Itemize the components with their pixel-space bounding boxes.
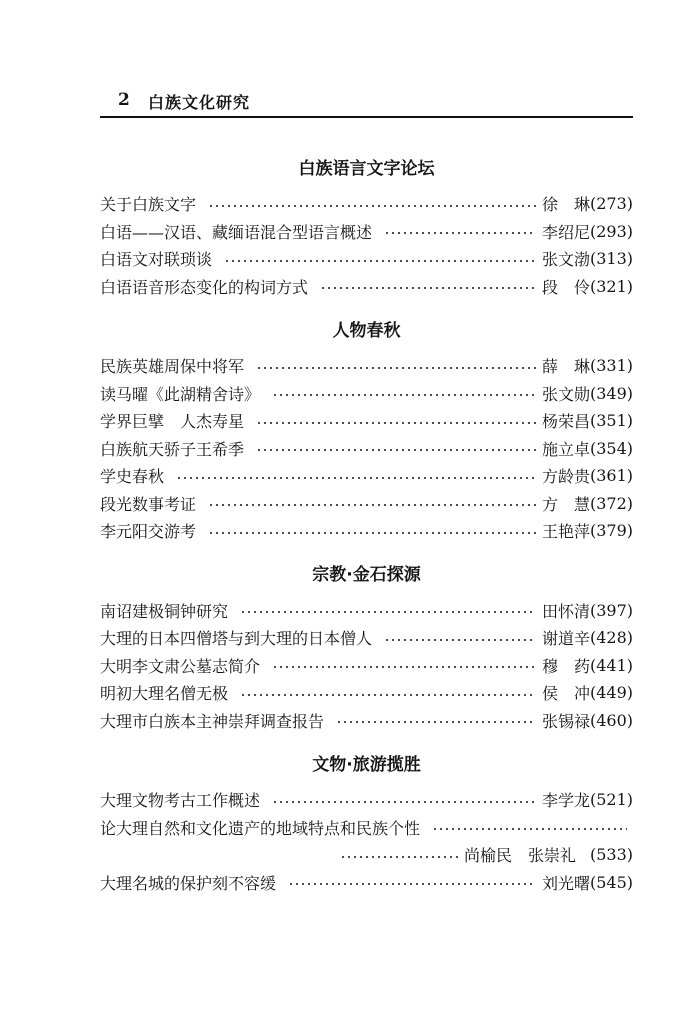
toc-entry — [100, 462, 633, 490]
entry-page: (441) — [589, 655, 633, 675]
toc-entry — [100, 435, 633, 463]
dot-leader — [256, 449, 536, 451]
toc-entry — [100, 814, 633, 842]
toc-entry — [100, 841, 633, 869]
entry-title: 学界巨擘 人杰寿星 — [100, 412, 245, 432]
toc-entry — [100, 517, 633, 545]
toc-entry — [100, 624, 633, 652]
dot-leader — [256, 422, 536, 424]
section-entries — [100, 597, 633, 735]
toc-entry — [100, 869, 633, 897]
entry-author: 张文渤 — [541, 250, 590, 270]
entry-title: 关于白族文字 — [100, 195, 197, 215]
entry-page: (361) — [589, 466, 633, 486]
entry-page: (428) — [589, 628, 633, 648]
dot-leader — [240, 611, 536, 613]
entry-author: 刘光曙 — [541, 873, 590, 893]
toc-entry — [100, 652, 633, 680]
entry-title: 民族英雄周保中将军 — [100, 357, 245, 377]
entry-title: 白语文对联琐谈 — [100, 250, 213, 270]
toc-entry — [100, 786, 633, 814]
toc-entry — [100, 218, 633, 246]
entry-title: 明初大理名僧无极 — [100, 684, 229, 704]
entry-title: 白语——汉语、藏缅语混合型语言概述 — [100, 222, 373, 242]
entry-author: 李绍尼 — [541, 222, 590, 242]
dot-leader — [224, 260, 536, 262]
entry-author: 徐 琳 — [541, 195, 590, 215]
entry-page: (460) — [589, 710, 633, 730]
entry-page: (351) — [589, 411, 633, 431]
entry-author: 谢道辛 — [541, 629, 590, 649]
table-of-contents — [100, 140, 633, 896]
entry-author: 杨荣昌 — [541, 412, 590, 432]
entry-author: 段 伶 — [541, 277, 590, 297]
entry-author: 王艳萍 — [541, 522, 590, 542]
section-entries — [100, 352, 633, 545]
entry-page: (533) — [589, 845, 633, 865]
entry-page: (354) — [589, 438, 633, 458]
entry-title: 学史春秋 — [100, 467, 165, 487]
dot-leader — [272, 801, 536, 803]
toc-entry — [100, 707, 633, 735]
dot-leader — [336, 721, 536, 723]
dot-leader — [384, 639, 536, 641]
entry-page: (545) — [589, 872, 633, 892]
dot-leader — [240, 694, 536, 696]
entry-page: (349) — [589, 383, 633, 403]
entry-page: (449) — [589, 683, 633, 703]
dot-leader — [208, 504, 536, 506]
entry-title: 大理的日本四僧塔与到大理的日本僧人 — [100, 629, 373, 649]
dot-leader — [176, 477, 536, 479]
entry-page: (397) — [589, 600, 633, 620]
section-title: 宗教·金石探源 — [312, 565, 421, 585]
dot-leader — [272, 666, 536, 668]
entry-title: 李元阳交游考 — [100, 522, 197, 542]
entry-title: 大理名城的保护刻不容缓 — [100, 873, 277, 893]
toc-entry — [100, 407, 633, 435]
entry-page: (331) — [589, 356, 633, 376]
entry-author: 方 慧 — [541, 494, 590, 514]
section-title: 白族语言文字论坛 — [298, 158, 435, 179]
dot-leader — [256, 367, 536, 369]
dot-leader — [272, 394, 536, 396]
dot-leader — [432, 828, 627, 830]
running-title: 白族文化研究 — [148, 93, 251, 112]
toc-entry — [100, 679, 633, 707]
entry-page: (321) — [589, 276, 633, 296]
toc-entry — [100, 190, 633, 218]
section-entries — [100, 786, 633, 896]
entry-author: 张文勋 — [541, 384, 590, 404]
section-title: 人物春秋 — [332, 320, 401, 341]
entry-author: 尚榆民 张崇礼 — [463, 846, 576, 866]
entry-author: 方龄贵 — [541, 467, 590, 487]
toc-entry — [100, 380, 633, 408]
entry-title: 南诏建极铜钟研究 — [100, 601, 229, 621]
entry-title: 读马曜《此湖精舍诗》 — [100, 384, 261, 404]
entry-author: 薛 琳 — [541, 357, 590, 377]
toc-entry — [100, 490, 633, 518]
entry-page: (521) — [589, 790, 633, 810]
entry-title: 段光数事考证 — [100, 494, 197, 514]
entry-page: (372) — [589, 493, 633, 513]
entry-page: (313) — [589, 249, 633, 269]
entry-author: 李学龙 — [541, 791, 590, 811]
entry-title: 大明李文肃公墓志简介 — [100, 656, 261, 676]
toc-entry — [100, 352, 633, 380]
entry-author: 施立卓 — [541, 439, 590, 459]
entry-title: 白语语音形态变化的构词方式 — [100, 277, 309, 297]
entry-title: 大理文物考古工作概述 — [100, 791, 261, 811]
dot-leader — [340, 856, 458, 858]
entry-author: 侯 冲 — [541, 684, 590, 704]
section-entries — [100, 190, 633, 300]
page-header — [100, 86, 633, 116]
dot-leader — [384, 232, 536, 234]
entry-title: 白族航天骄子王希季 — [100, 439, 245, 459]
entry-author: 田怀清 — [541, 601, 590, 621]
entry-title: 论大理自然和文化遗产的地域特点和民族个性 — [100, 818, 421, 838]
page-number: 2 — [118, 90, 130, 110]
entry-page: (273) — [589, 194, 633, 214]
toc-entry — [100, 273, 633, 301]
toc-entry — [100, 597, 633, 625]
entry-page: (293) — [589, 221, 633, 241]
dot-leader — [320, 287, 536, 289]
entry-title: 大理市白族本主神崇拜调查报告 — [100, 711, 325, 731]
section-title: 文物·旅游揽胜 — [312, 754, 421, 775]
header-rule — [100, 116, 633, 118]
dot-leader — [208, 205, 536, 207]
toc-entry — [100, 245, 633, 273]
entry-author: 张锡禄 — [541, 711, 590, 731]
entry-author: 穆 药 — [541, 656, 590, 676]
entry-page: (379) — [589, 521, 633, 541]
dot-leader — [288, 883, 536, 885]
dot-leader — [208, 532, 536, 534]
